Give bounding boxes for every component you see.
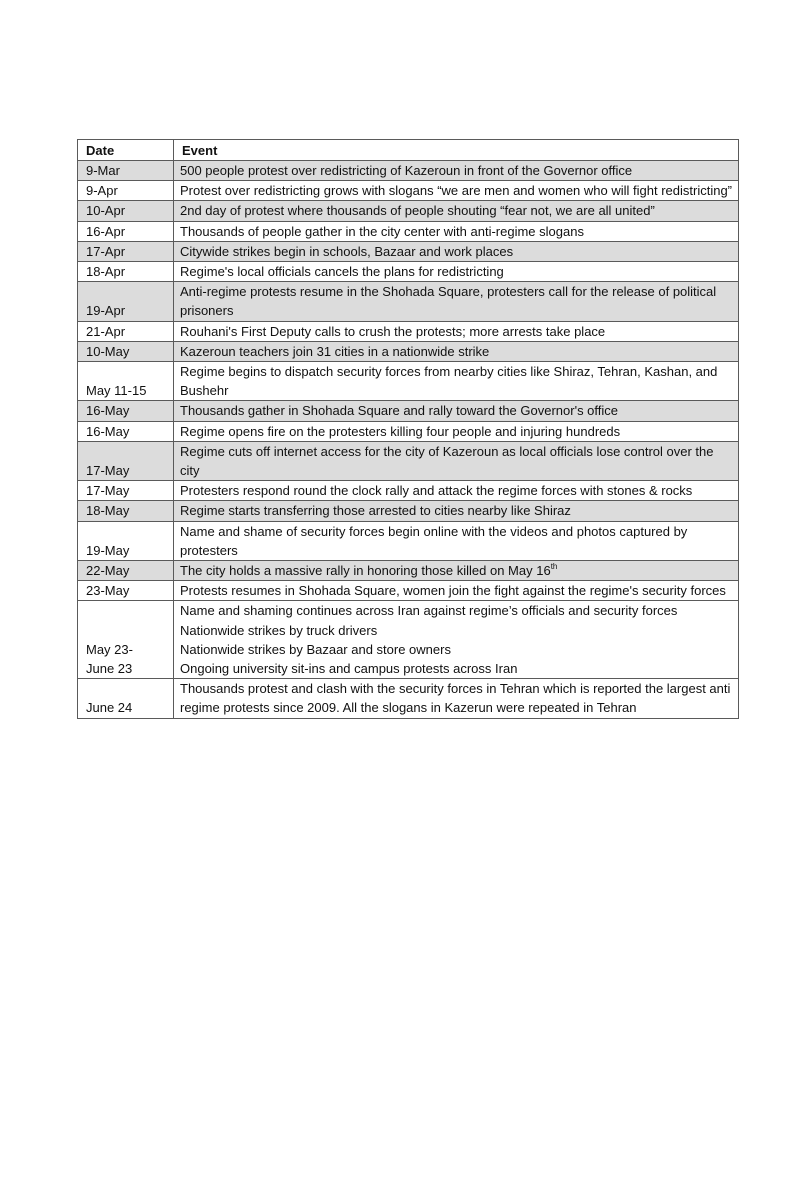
event-date-cell [78, 181, 174, 201]
table-row [78, 161, 739, 181]
event-date-cell [78, 521, 174, 560]
event-date-text: May 11-15 [86, 383, 147, 399]
event-date-cell [78, 282, 174, 321]
event-description-cell [174, 501, 739, 521]
event-date-text: May 23- June 23 [86, 641, 133, 677]
event-description-cell [174, 282, 739, 321]
event-date-text: June 24 [86, 700, 133, 716]
event-date-cell [78, 441, 174, 480]
table-row [78, 679, 739, 718]
event-description-cell [174, 561, 739, 581]
event-description-cell [174, 679, 739, 718]
event-date-cell [78, 221, 174, 241]
table-row [78, 561, 739, 581]
event-date-cell [78, 481, 174, 501]
date-column-header: Date [78, 140, 174, 161]
event-date-text: 9-Mar [86, 163, 120, 178]
event-description-cell [174, 521, 739, 560]
table-row [78, 362, 739, 401]
table-row [78, 501, 739, 521]
event-description-text: Anti-regime protests resume in the Shohada Square, protesters call for the release of political prisoners [180, 284, 717, 319]
event-date-text: 16-Apr [86, 223, 126, 239]
event-date-text: 18-Apr [86, 264, 126, 280]
event-description-cell [174, 601, 739, 679]
table-row [78, 441, 739, 480]
event-description-text: Name and shame of security forces begin online with the videos and photos captured by protesters [180, 523, 688, 558]
table-row [78, 282, 739, 321]
table-row [78, 421, 739, 441]
protest-timeline-table [77, 139, 739, 719]
event-date-text: 10-May [86, 343, 130, 359]
event-date-cell [78, 161, 174, 181]
event-date-text: 17-Apr [86, 243, 126, 259]
event-description-text: The city holds a massive rally in honoring those killed on May 16 [180, 563, 551, 579]
event-date-cell [78, 241, 174, 261]
event-date-cell [78, 262, 174, 282]
event-date-cell [78, 561, 174, 581]
event-description-text: 500 people protest over redistricting of Kazeroun in front of the Governor office [180, 163, 633, 178]
table-body [78, 161, 739, 719]
event-description-cell [174, 201, 739, 221]
ordinal-superscript: th [550, 562, 558, 572]
table-row [78, 241, 739, 261]
table-row [78, 581, 739, 601]
event-date-cell [78, 679, 174, 718]
event-description-text: Rouhani's First Deputy calls to crush the protests; more arrests take place [180, 323, 606, 339]
event-description-text: 2nd day of protest where thousands of people shouting “fear not, we are all united” [180, 203, 655, 219]
event-description-cell [174, 262, 739, 282]
event-description-cell [174, 241, 739, 261]
event-date-text: 17-May [86, 483, 130, 499]
table-row [78, 262, 739, 282]
event-date-cell [78, 601, 174, 679]
event-date-text: 23-May [86, 583, 130, 599]
event-date-text: 10-Apr [86, 203, 126, 219]
table-row [78, 181, 739, 201]
table-row [78, 481, 739, 501]
event-description-text: Name and shaming continues across Iran against regime’s officials and security forces Nationwide strikes by truck drivers Nationwide strikes by Bazaar and store owners Ongoing university sit-ins and campus protests across Iran [180, 603, 678, 677]
event-date-cell [78, 501, 174, 521]
event-date-cell [78, 321, 174, 341]
event-description-text: Thousands gather in Shohada Square and rally toward the Governor's office [180, 403, 619, 419]
event-description-text: Regime's local officials cancels the plans for redistricting [180, 264, 504, 280]
event-description-cell [174, 421, 739, 441]
event-date-text: 16-May [86, 403, 130, 419]
table-row [78, 221, 739, 241]
event-date-text: 18-May [86, 503, 130, 519]
event-description-text: Protests resumes in Shohada Square, women join the fight against the regime's security forces [180, 583, 726, 599]
event-description-text: Citywide strikes begin in schools, Bazaar and work places [180, 243, 514, 259]
event-description-cell [174, 221, 739, 241]
event-date-cell [78, 581, 174, 601]
event-date-text: 19-May [86, 542, 130, 558]
event-date-cell [78, 201, 174, 221]
event-description-cell [174, 161, 739, 181]
event-date-cell [78, 401, 174, 421]
event-date-text: 21-Apr [86, 323, 126, 339]
event-date-text: 16-May [86, 423, 130, 439]
table-row [78, 341, 739, 361]
event-date-text: 17-May [86, 463, 130, 479]
event-description-text: Protest over redistricting grows with slogans “we are men and women who will fight redistricting” [180, 183, 732, 199]
event-description-cell [174, 181, 739, 201]
event-description-text: Protesters respond round the clock rally and attack the regime forces with stones & rocks [180, 483, 693, 499]
event-description-cell [174, 321, 739, 341]
table-row [78, 521, 739, 560]
event-description-cell [174, 581, 739, 601]
event-description-cell [174, 362, 739, 401]
table-row [78, 601, 739, 679]
event-description-cell [174, 481, 739, 501]
event-date-text: 22-May [86, 563, 130, 579]
table-header-row [78, 140, 739, 161]
event-description-text: Regime starts transferring those arrested to cities nearby like Shiraz [180, 503, 571, 519]
event-description-cell [174, 441, 739, 480]
table-row [78, 321, 739, 341]
event-description-text: Thousands of people gather in the city center with anti-regime slogans [180, 223, 584, 239]
event-column-header: Event [174, 140, 739, 161]
event-date-cell [78, 341, 174, 361]
table-row [78, 201, 739, 221]
event-date-cell [78, 362, 174, 401]
event-description-text: Regime opens fire on the protesters killing four people and injuring hundreds [180, 423, 621, 439]
event-description-text: Regime cuts off internet access for the city of Kazeroun as local officials lose control over the city [180, 443, 714, 479]
event-date-text: 19-Apr [86, 303, 126, 319]
event-description-cell [174, 341, 739, 361]
event-description-text: Regime begins to dispatch security forces from nearby cities like Shiraz, Tehran, Kashan, and Bushehr [180, 364, 718, 399]
event-description-text: Thousands protest and clash with the security forces in Tehran which is reported the largest anti regime protests since 2009. All the slogans in Kazerun were repeated in Tehran [180, 681, 731, 716]
table-row [78, 401, 739, 421]
event-description-text: Kazeroun teachers join 31 cities in a nationwide strike [180, 343, 490, 359]
event-date-cell [78, 421, 174, 441]
event-date-text: 9-Apr [86, 183, 118, 199]
event-description-cell [174, 401, 739, 421]
